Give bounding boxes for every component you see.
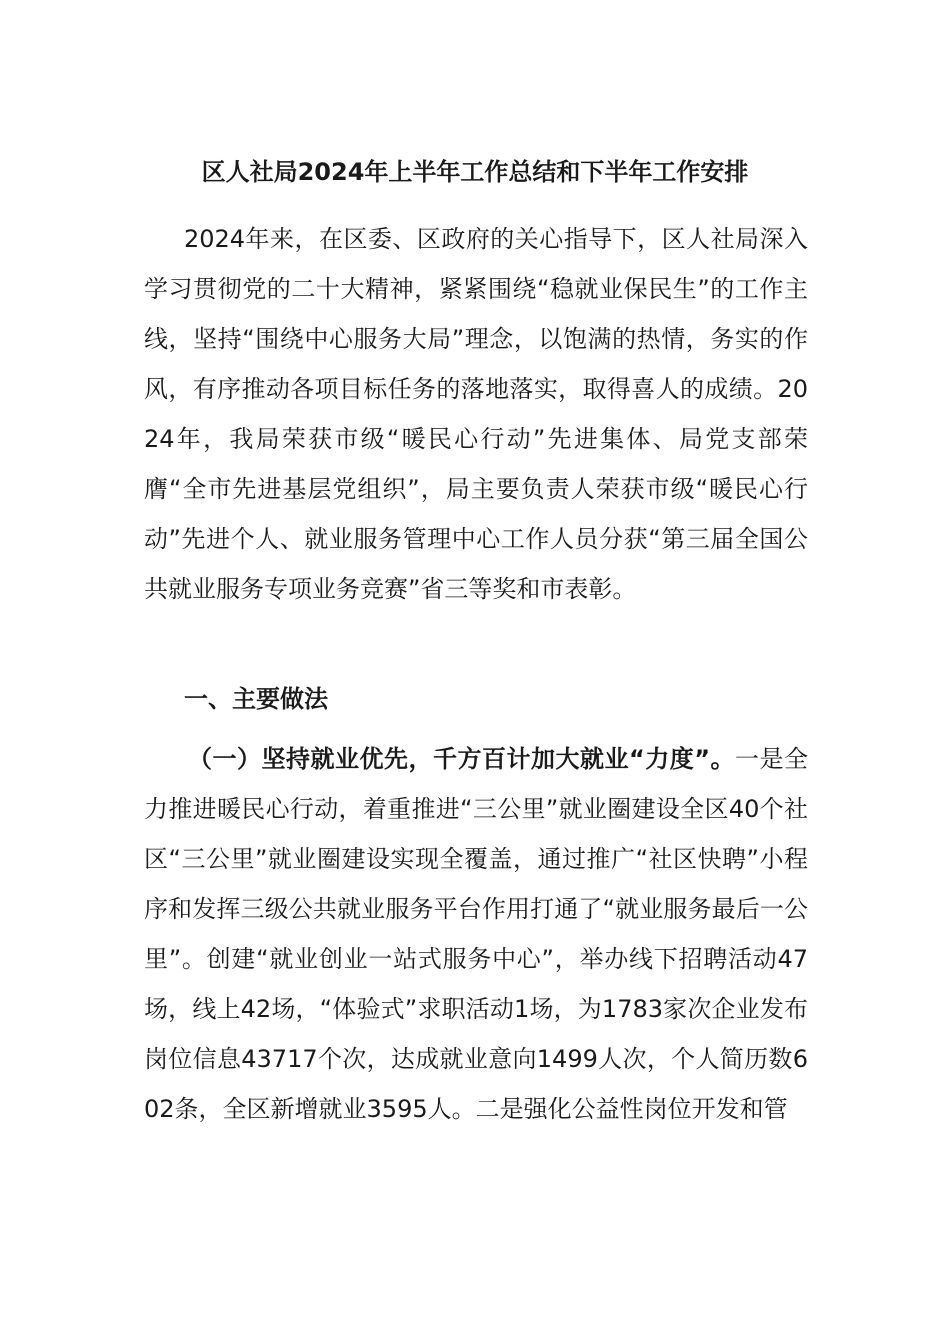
section-heading: 一、主要做法 — [184, 685, 328, 713]
subsection-paragraph — [144, 734, 808, 1134]
intro-paragraph: 2024年来，在区委、区政府的关心指导下，区人社局深入学习贯彻党的二十大精神，紧紧围绕“稳就业保民生”的工作主线，坚持“围绕中心服务大局”理念，以饱满的热情，务实的作风，有序推动各项目标任务的落地落实，取得喜人的成绩。2024年，我局荣获市级“暖民心行动”先进集体、局党支部荣膺“全市先进基层党组织”，局主要负责人荣获市级“暖民心行动”先进个人、就业服务管理中心工作人员分获“第三届全国公共就业服务专项业务竞赛”省三等奖和市表彰。 — [144, 225, 808, 603]
subsection-lead: （一）坚持就业优先，千方百计加大就业“力度”。 — [188, 745, 736, 773]
document-title: 区人社局2024年上半年工作总结和下半年工作安排 — [201, 158, 749, 186]
subsection-body: 一是全力推进暖民心行动，着重推进“三公里”就业圈建设全区40个社区“三公里”就业圈建设实现全覆盖，通过推广“社区快聘”小程序和发挥三级公共就业服务平台作用打通了“就业服务最后一公里”。创建“就业创业一站式服务中心”，举办线下招聘活动47场，线上42场，“体验式”求职活动1场，为1783家次企业发布岗位信息43717个次，达成就业意向1499人次，个人简历数602条，全区新增就业3595人。二是强化公益性岗位开发和管 — [144, 745, 809, 1123]
